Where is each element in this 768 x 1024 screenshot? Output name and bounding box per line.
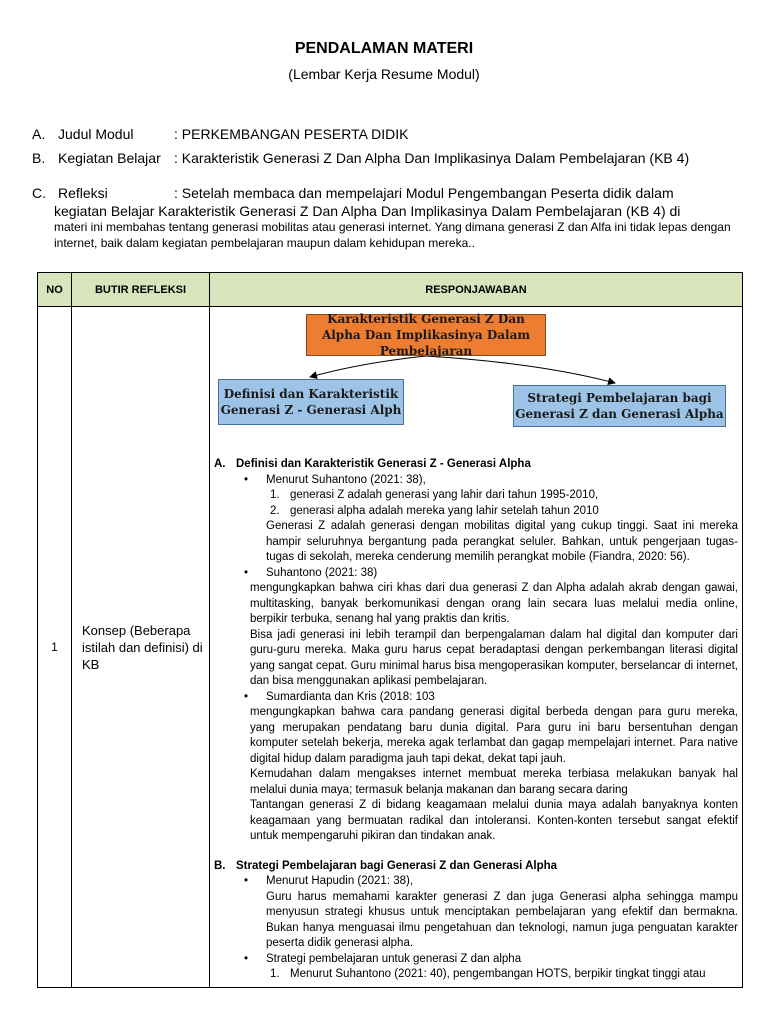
meta-value: : PERKEMBANGAN PESERTA DIDIK	[174, 126, 409, 142]
row-number: 1	[38, 307, 72, 988]
item-text: generasi Z adalah generasi yang lahir dari tahun 1995-2010,	[290, 489, 599, 501]
section-b-heading	[214, 859, 738, 875]
paragraph: Bisa jadi generasi ini lebih terampil dan berpengalaman dalam hal digital dan komputer dari guru-guru mereka. Maka guru harus cepat beradaptasi dengan perkembangan literasi digital yang sangat cepat. Guru minimal harus bisa mengoperasikan komputer, berselancar di internet, dan bisa menggunakan aplikasi pembelajaran.	[250, 628, 738, 687]
bullet-item: • Sumardianta dan Kris (2018: 103	[214, 690, 738, 706]
diagram-right-node: Strategi Pembelajaran bagi Generasi Z dan Generasi Alpha	[513, 385, 726, 427]
section-a-heading	[214, 457, 738, 473]
page-subtitle: (Lembar Kerja Resume Modul)	[288, 66, 480, 82]
diagram-root-node: Karakteristik Generasi Z Dan Alpha Dan Implikasinya Dalam Pembelajaran	[306, 314, 546, 356]
meta-label: Kegiatan Belajar	[58, 150, 161, 166]
bullet-item: • Strategi pembelajaran untuk generasi Z dan alpha	[214, 952, 738, 968]
meta-value: : Karakteristik Generasi Z Dan Alpha Dan Implikasinya Dalam Pembelajaran (KB 4)	[174, 150, 690, 166]
refleksi-line-2: kegiatan Belajar Karakteristik Generasi Z Dan Alpha Dan Implikasinya Dalam Pembelajaran (KB 4) di	[54, 203, 681, 219]
concept-diagram	[210, 307, 742, 457]
paragraph: mengungkapkan bahwa ciri khas dari dua generasi Z dan Alpha adalah akrab dengan gawai, multitasking, banyak berkomunikasi dengan orang lain secara luas melalui media online, berpikir terbuka, senang hal yang praktis dan kritis.	[250, 582, 738, 625]
meta-label: Judul Modul	[58, 126, 134, 142]
table-row	[38, 307, 743, 988]
meta-judul-modul	[32, 126, 408, 142]
numbered-item	[214, 488, 738, 504]
paragraph: Kemudahan dalam mengakses internet membuat mereka terbiasa melakukan banyak hal melalui dunia maya; termasuk belanja makanan dan barang secara daring	[250, 768, 738, 796]
section-title: Strategi Pembelajaran bagi Generasi Z dan Generasi Alpha	[236, 859, 558, 872]
header-respon-jawaban: RESPONJAWABAN	[210, 273, 743, 307]
row-butir: Konsep (Beberapa istilah dan definisi) di KB	[72, 307, 210, 988]
section-label: B.	[214, 859, 226, 872]
paragraph: mengungkapkan bahwa cara pandang generasi digital berbeda dengan para guru mereka, yang merupakan pendatang baru dunia digital. Para guru ini baru bersentuhan dengan komputer setelah bekerja, mereka agak terlambat dan gagap mempelajari internet. Para native digital hidup dalam paradigma jauh tapi dekat, dekat tapi jauh.	[250, 706, 738, 765]
item-text: generasi alpha adalah mereka yang lahir setelah tahun 2010	[290, 504, 599, 517]
table-header-row	[38, 273, 743, 307]
paragraph: Tantangan generasi Z di bidang keagamaan melalui dunia maya adalah banyaknya konten keagamaan yang bermuatan radikal dan intoleransi. Konten-konten tersebut sangat efektif untuk mempengaruhi pikiran dan tindakan anak.	[250, 799, 738, 842]
numbered-item	[214, 967, 738, 983]
response-content	[210, 457, 742, 983]
meta-key: B.	[32, 150, 46, 166]
connector-left	[310, 356, 426, 377]
meta-key: A.	[32, 126, 46, 142]
diagram-left-node: Definisi dan Karakteristik Generasi Z - Generasi Alph	[218, 379, 404, 425]
row-response	[210, 307, 743, 988]
item-number: 1.	[270, 489, 280, 501]
header-no: NO	[38, 273, 72, 307]
item-text: Menurut Suhantono (2021: 40), pengembangan HOTS, berpikir tingkat tinggi atau	[290, 968, 706, 980]
meta-value: : Setelah membaca dan mempelajari Modul Pengembangan Peserta didik dalam	[174, 185, 674, 201]
header-butir-refleksi: BUTIR REFLEKSI	[72, 273, 210, 307]
item-number: 1.	[270, 968, 280, 980]
section-label: A.	[214, 458, 226, 470]
paragraph: Generasi Z adalah generasi dengan mobilitas digital yang cukup tinggi. Saat ini mereka hampir seluruhnya bergantung pada perangkat seluler. Bahkan, untuk pengerjaan tugas-tugas di sekolah, mereka cenderung memilih perangkat mobile (Fiandra, 2020: 56).	[266, 520, 738, 563]
meta-refleksi	[32, 185, 674, 201]
item-number: 2.	[270, 504, 280, 517]
meta-label: Refleksi	[58, 185, 108, 201]
page-title: PENDALAMAN MATERI	[294, 40, 474, 57]
numbered-item	[214, 504, 738, 520]
bullet-item: • Menurut Suhantono (2021: 38),	[214, 473, 738, 489]
connector-right	[426, 356, 615, 383]
reflection-table	[37, 272, 743, 988]
bullet-item: • Suhantono (2021: 38)	[214, 566, 738, 582]
bullet-item: • Menurut Hapudin (2021: 38),	[214, 874, 738, 890]
meta-key: C.	[32, 185, 46, 201]
paragraph: Guru harus memahami karakter generasi Z dan juga Generasi alpha sehingga mampu menyusun strategi khusus untuk menciptakan pembelajaran yang efektif dan bermakna. Bukan hanya menguasai ilmu pengetahuan dan teknologi, namun juga penguatan karakter peserta didik generasi alpha.	[266, 890, 738, 949]
section-title: Definisi dan Karakteristik Generasi Z - Generasi Alpha	[236, 458, 531, 470]
meta-kegiatan-belajar	[32, 150, 689, 166]
refleksi-line-3: materi ini membahas tentang generasi mobilitas atau generasi internet. Yang dimana generasi Z dan Alfa ini tidak lepas dengan internet, baik dalam kegiatan pembelajaran maupun dalam kehidupan mereka..	[54, 220, 731, 250]
